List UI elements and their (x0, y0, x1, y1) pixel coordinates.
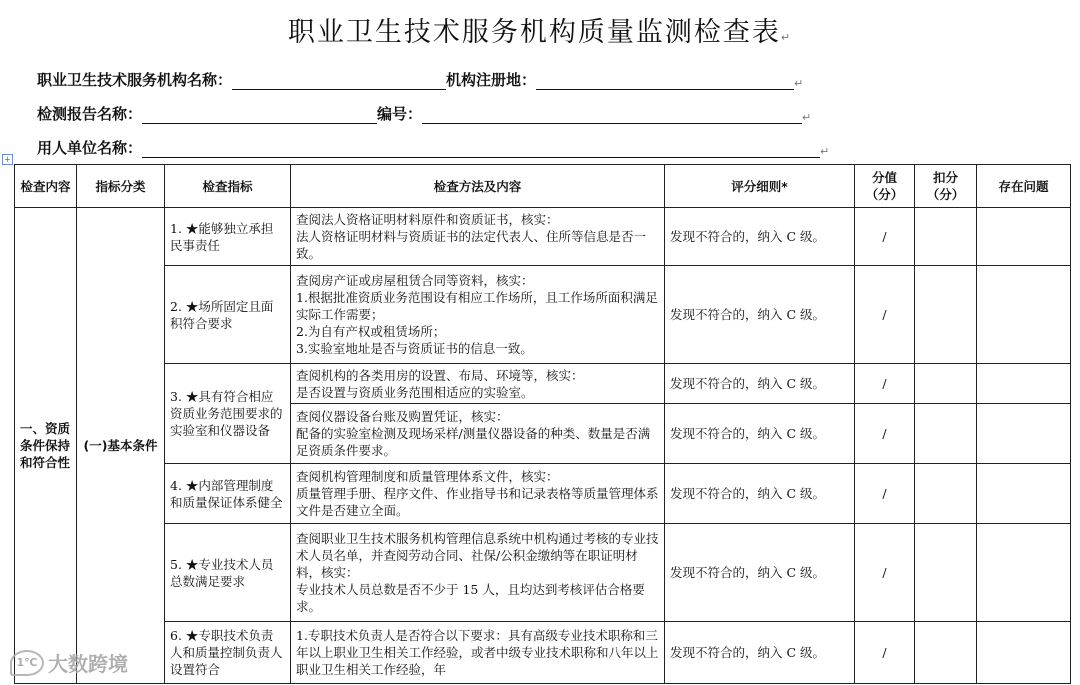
rule-cell: 发现不符合的，纳入 C 级。 (665, 622, 855, 684)
score-cell: / (855, 208, 915, 266)
report-name-label: 检测报告名称： (37, 105, 143, 123)
number-label: 编号： (377, 105, 423, 123)
method-cell (291, 266, 665, 364)
header-cell: 扣分（分） (915, 165, 977, 208)
table-row (15, 364, 1071, 404)
method-line: 3.实验室地址是否与资质证书的信息一致。 (296, 341, 533, 356)
indicator-cell: 6. ★专职技术负责人和质量控制负责人设置符合 (165, 622, 291, 684)
method-line: 查阅仪器设备台账及购置凭证，核实： (296, 409, 509, 424)
paragraph-mark: ↵ (780, 31, 793, 44)
header-cell: 检查方法及内容 (291, 165, 665, 208)
field-row-employer (37, 136, 829, 158)
method-line: 查阅职业卫生技术服务机构管理信息系统中机构通过考核的专业技术人员名单，并查阅劳动合同、社保/公积金缴纳等在职证明材料，核实： (296, 531, 659, 580)
method-cell (291, 464, 665, 524)
issue-cell[interactable] (977, 208, 1071, 266)
table-row (15, 464, 1071, 524)
method-line: 法人资格证明材料与资质证书的法定代表人、住所等信息是否一致。 (296, 229, 647, 261)
header-cell: 评分细则* (665, 165, 855, 208)
page-title (0, 10, 1080, 49)
method-cell (291, 404, 665, 464)
method-line: 是否设置与资质业务范围相适应的实验室。 (296, 384, 534, 400)
score-cell: / (855, 524, 915, 622)
score-cell: / (855, 404, 915, 464)
method-line: 1.根据批准资质业务范围设有相应工作场所，且工作场所面积满足实际工作需要； (296, 290, 658, 322)
score-cell: / (855, 266, 915, 364)
method-cell (291, 524, 665, 622)
rule-cell: 发现不符合的，纳入 C 级。 (665, 364, 855, 404)
paragraph-mark: ↵ (820, 145, 830, 158)
watermark (10, 648, 128, 677)
score-cell: / (855, 464, 915, 524)
header-cell: 指标分类 (77, 165, 165, 208)
rule-cell: 发现不符合的，纳入 C 级。 (665, 404, 855, 464)
indicator-cell: 1. ★能够独立承担民事责任 (165, 208, 291, 266)
registration-label: 机构注册地： (446, 71, 537, 89)
method-line: 配备的实验室检测及现场采样/测量仪器设备的种类、数量是否满足资质条件要求。 (296, 426, 651, 458)
header-cell: 分值（分） (855, 165, 915, 208)
method-line: 质量管理手册、程序文件、作业指导书和记录表格等质量管理体系文件是否建立全面。 (296, 486, 659, 518)
watermark-logo-icon: 1℃ (10, 650, 44, 676)
method-line: 专业技术人员总数是否不少于 15 人，且均达到考核评估合格要求。 (296, 582, 645, 614)
header-cell: 检查指标 (165, 165, 291, 208)
method-cell (291, 364, 665, 404)
category-cell: (一)基本条件 (77, 208, 165, 684)
issue-cell[interactable] (977, 266, 1071, 364)
field-row-report (37, 102, 811, 124)
method-line: 1.专职技术负责人是否符合以下要求：具有高级专业技术职称和三年以上职业卫生相关工作经验，或者中级专业技术职称和八年以上职业卫生相关工作经验，年 (296, 628, 659, 677)
header-cell: 检查内容 (15, 165, 77, 208)
agency-name-label: 职业卫生技术服务机构名称： (37, 71, 233, 89)
score-cell: / (855, 364, 915, 404)
table-row (15, 266, 1071, 364)
deduction-cell[interactable] (915, 464, 977, 524)
table-row (15, 208, 1071, 266)
content-cell: 一、资质条件保持和符合性 (15, 208, 77, 684)
employer-field[interactable] (142, 139, 820, 158)
employer-label: 用人单位名称： (37, 139, 143, 157)
method-line: 查阅法人资格证明材料原件和资质证书，核实： (296, 212, 559, 227)
report-name-field[interactable] (142, 105, 377, 124)
method-line: 查阅机构的各类用房的设置、布局、环境等，核实： (296, 367, 584, 383)
issue-cell[interactable] (977, 404, 1071, 464)
deduction-cell[interactable] (915, 364, 977, 404)
deduction-cell[interactable] (915, 404, 977, 464)
method-line: 2.为自有产权或租赁场所； (296, 324, 446, 339)
issue-cell[interactable] (977, 622, 1071, 684)
agency-name-field[interactable] (232, 71, 446, 90)
rule-cell: 发现不符合的，纳入 C 级。 (665, 464, 855, 524)
paragraph-mark: ↵ (802, 111, 812, 124)
number-field[interactable] (422, 105, 802, 124)
issue-cell[interactable] (977, 364, 1071, 404)
indicator-cell: 3. ★具有符合相应资质业务范围要求的实验室和仪器设备 (165, 364, 291, 464)
indicator-cell: 4. ★内部管理制度和质量保证体系健全 (165, 464, 291, 524)
method-cell (291, 208, 665, 266)
field-row-agency (37, 68, 803, 90)
issue-cell[interactable] (977, 524, 1071, 622)
table-header-row (15, 165, 1071, 208)
watermark-text: 大数跨境 (48, 652, 128, 676)
rule-cell: 发现不符合的，纳入 C 级。 (665, 524, 855, 622)
method-line: 查阅机构管理制度和质量管理体系文件，核实： (296, 469, 559, 484)
deduction-cell[interactable] (915, 524, 977, 622)
score-cell: / (855, 622, 915, 684)
paragraph-mark: ↵ (794, 77, 804, 90)
method-cell (291, 622, 665, 684)
method-line: 查阅房产证或房屋租赁合同等资料，核实： (296, 273, 534, 288)
table-row (15, 524, 1071, 622)
header-cell: 存在问题 (977, 165, 1071, 208)
indicator-cell: 5. ★专业技术人员总数满足要求 (165, 524, 291, 622)
table-row (15, 622, 1071, 684)
deduction-cell[interactable] (915, 266, 977, 364)
title-text: 职业卫生技术服务机构质量监测检查表 (287, 17, 781, 48)
deduction-cell[interactable] (915, 622, 977, 684)
indicator-cell: 2. ★场所固定且面积符合要求 (165, 266, 291, 364)
issue-cell[interactable] (977, 464, 1071, 524)
rule-cell: 发现不符合的，纳入 C 级。 (665, 208, 855, 266)
table-anchor-icon[interactable]: + (2, 154, 13, 165)
deduction-cell[interactable] (915, 208, 977, 266)
registration-field[interactable] (536, 71, 794, 90)
inspection-table (14, 164, 1071, 684)
rule-cell: 发现不符合的，纳入 C 级。 (665, 266, 855, 364)
